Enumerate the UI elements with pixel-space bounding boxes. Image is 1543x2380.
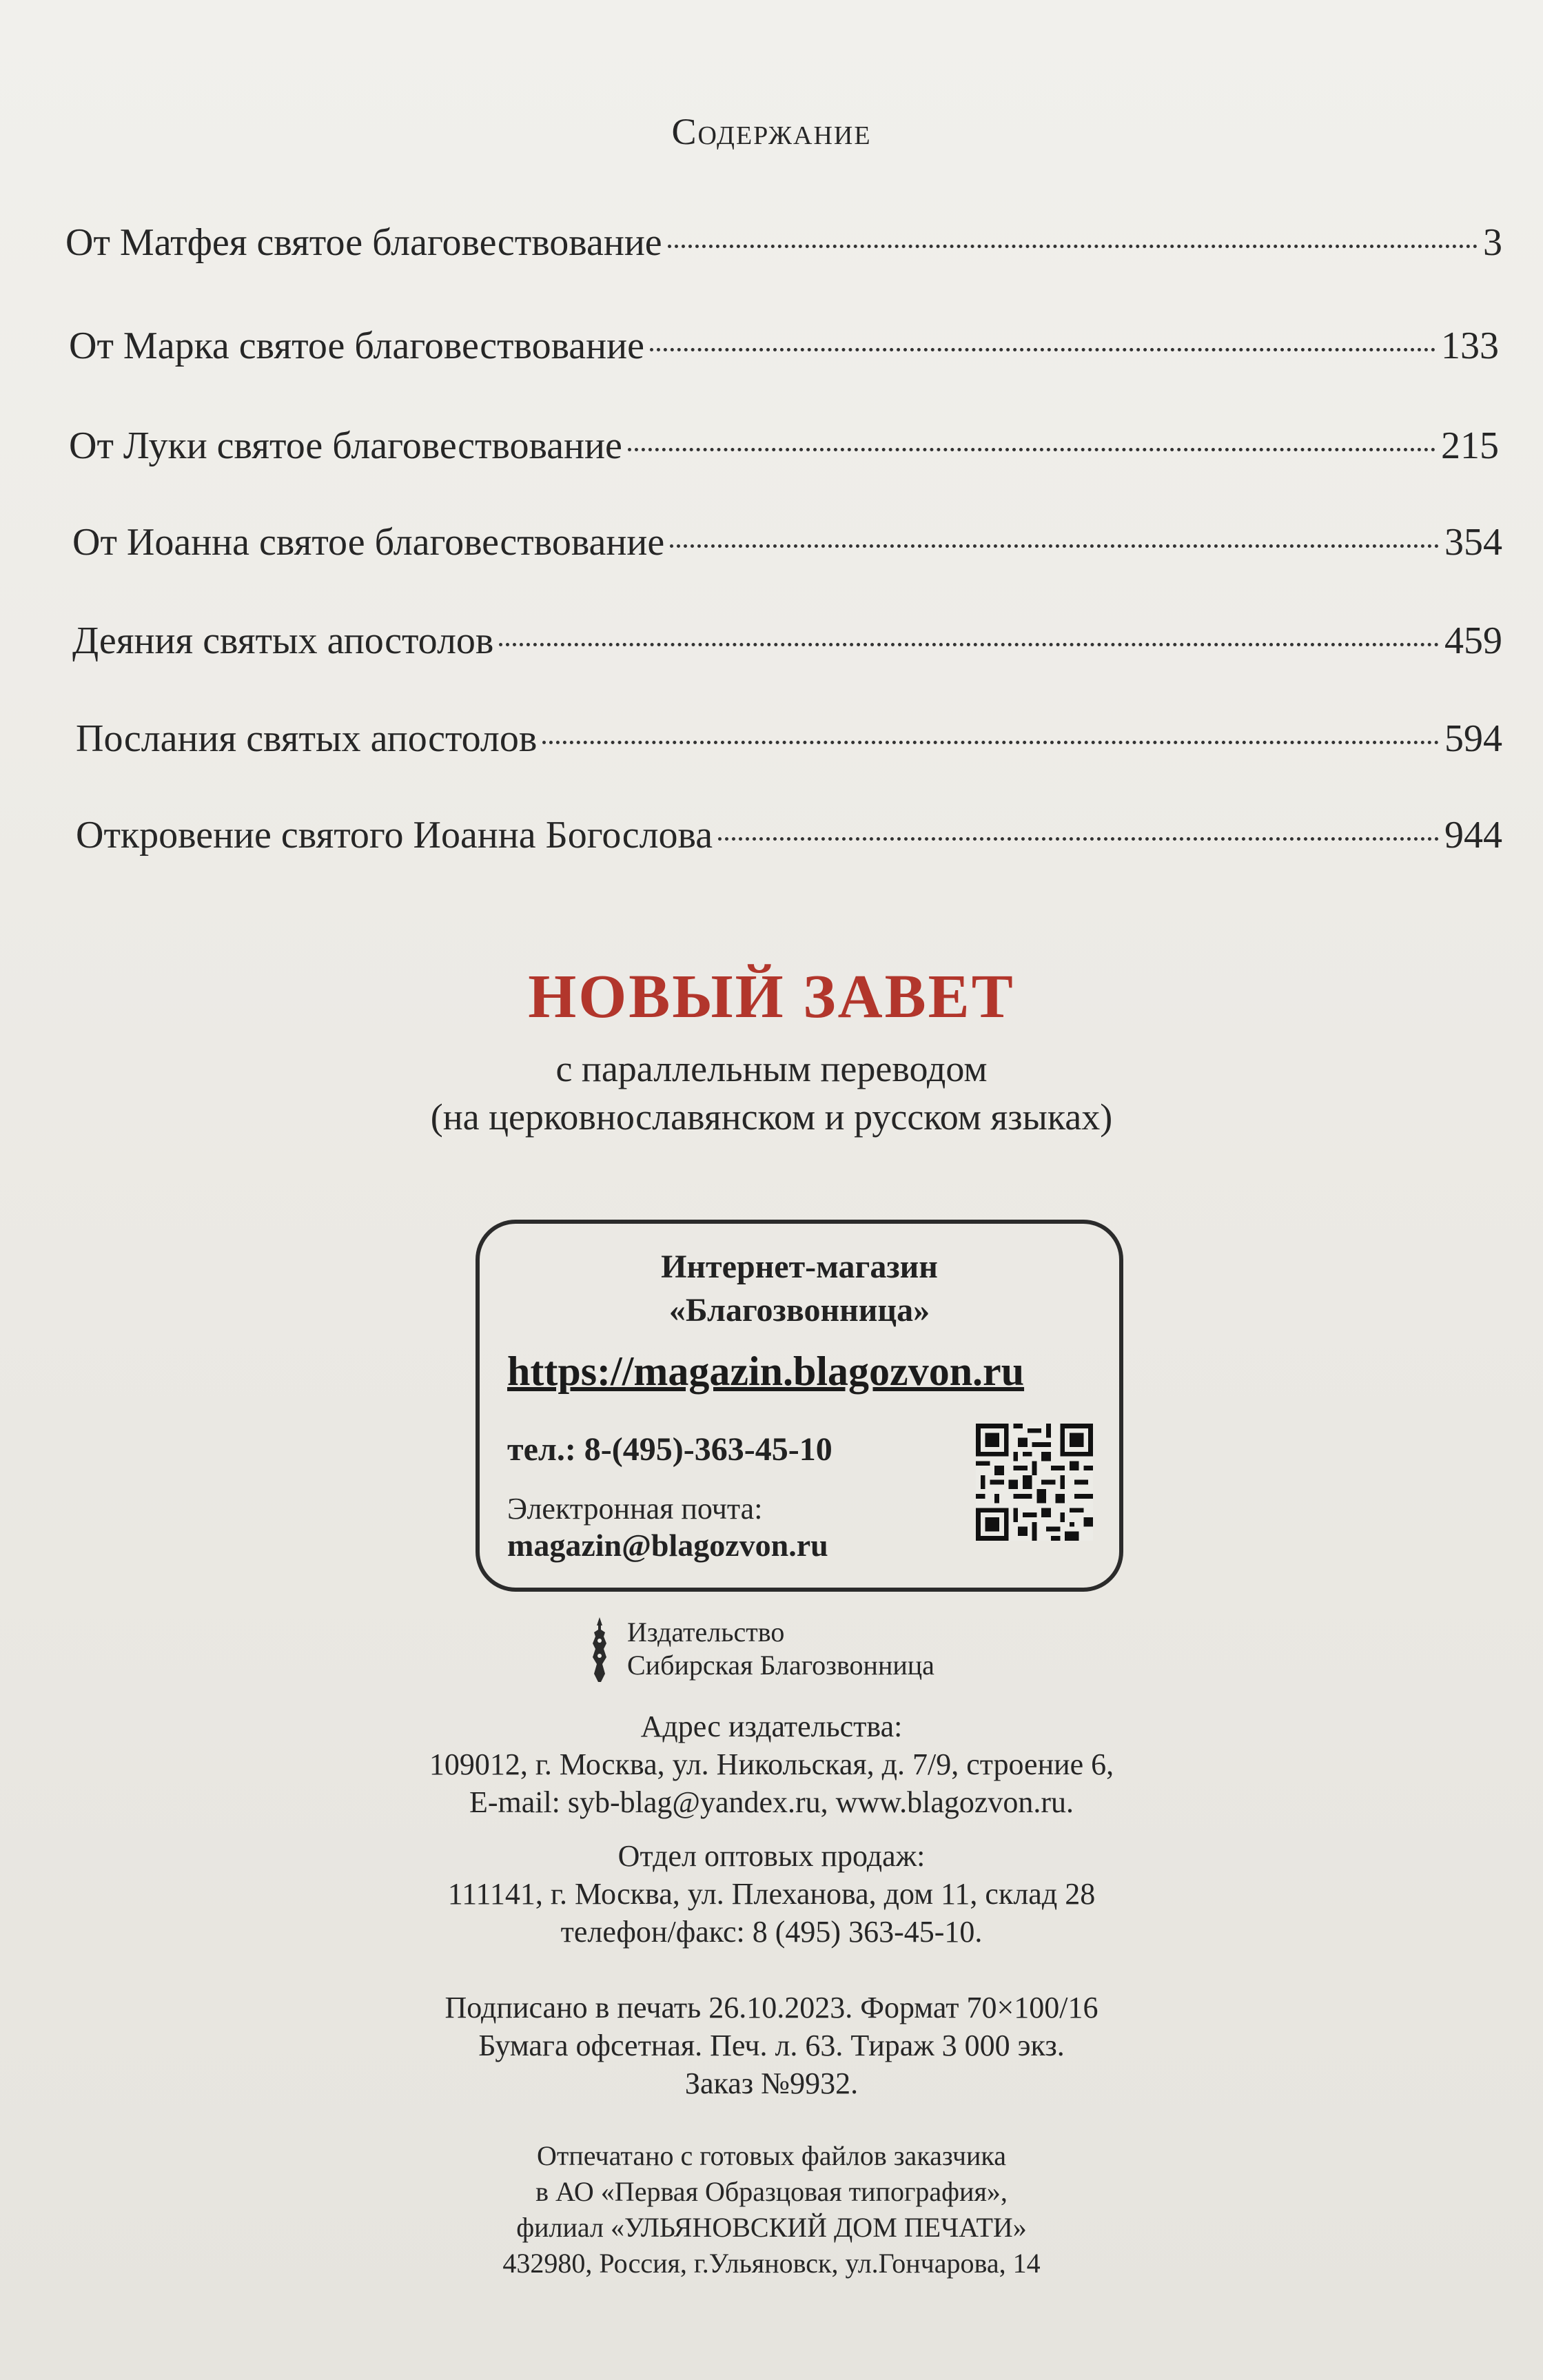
toc-entry-page: 215 <box>1441 424 1499 467</box>
toc-entry <box>76 813 1502 857</box>
printer-line-1: Отпечатано с готовых файлов заказчика <box>536 2140 1006 2171</box>
shop-title-line-2: «Благозвонница» <box>668 1292 930 1329</box>
toc-entry-page: 354 <box>1444 521 1502 564</box>
toc-entry-page: 944 <box>1444 814 1502 856</box>
toc-entry-title: От Луки святое благовествование <box>69 424 622 467</box>
printer-line-4: 432980, Россия, г.Ульяновск, ул.Гончарова, 14 <box>502 2248 1041 2279</box>
book-subtitle-line-1: с параллельным переводом <box>555 1048 988 1089</box>
shop-email-label: Электронная почта: <box>507 1492 763 1526</box>
printer-line-2: в АО «Первая Образцовая типография», <box>535 2176 1008 2207</box>
book-subtitle-line-2: (на церковнославянском и русском языках) <box>430 1096 1113 1138</box>
online-shop-box <box>476 1220 1123 1592</box>
shop-email: magazin@blagozvon.ru <box>507 1528 828 1563</box>
book-title: НОВЫЙ ЗАВЕТ <box>528 963 1015 1031</box>
address-line-1: 109012, г. Москва, ул. Никольская, д. 7/9, строение 6, <box>429 1747 1114 1781</box>
print-info-line-3: Заказ №9932. <box>684 2066 859 2100</box>
toc-leader-dots <box>670 544 1439 548</box>
wholesale-line-2: телефон/факс: 8 (495) 363-45-10. <box>560 1915 983 1949</box>
toc-entry-page: 459 <box>1444 619 1502 662</box>
toc-leader-dots <box>650 348 1435 351</box>
toc-entry <box>72 520 1502 564</box>
wholesale-label: Отдел оптовых продаж: <box>617 1839 926 1873</box>
toc-entry <box>69 424 1499 468</box>
wholesale-line-1: 111141, г. Москва, ул. Плеханова, дом 11, склад 28 <box>447 1877 1096 1911</box>
toc-leader-dots <box>499 643 1439 646</box>
toc-leader-dots <box>542 741 1439 744</box>
address-line-2: E-mail: syb-blag@yandex.ru, www.blagozvon.ru. <box>469 1785 1074 1819</box>
shop-url-link[interactable]: https://magazin.blagozvon.ru <box>507 1348 1025 1394</box>
shop-phone: тел.: 8-(495)-363-45-10 <box>507 1431 832 1468</box>
publisher-line-2: Сибирская Благозвонница <box>627 1650 934 1681</box>
address-label: Адрес издательства: <box>640 1710 903 1743</box>
toc-entry <box>69 324 1499 368</box>
toc-entry <box>72 619 1502 663</box>
toc-entry-title: От Марка святое благовествование <box>69 325 644 367</box>
toc-entry-title: Откровение святого Иоанна Богослова <box>76 814 713 856</box>
toc-heading: Содержание <box>671 111 872 152</box>
toc-entry <box>65 220 1502 265</box>
toc-entry-title: От Матфея святое благовествование <box>65 221 662 264</box>
toc-entry-page: 133 <box>1441 325 1499 367</box>
printer-line-3: филиал «УЛЬЯНОВСКИЙ ДОМ ПЕЧАТИ» <box>516 2212 1027 2243</box>
toc-entry-title: Деяния святых апостолов <box>72 619 494 662</box>
toc-entry-page: 3 <box>1483 221 1502 264</box>
toc-leader-dots <box>668 245 1478 248</box>
shop-title-line-1: Интернет-магазин <box>661 1249 938 1285</box>
toc-leader-dots <box>628 448 1435 451</box>
bell-tower-logo-icon <box>586 1616 613 1685</box>
toc-entry-title: От Иоанна святое благовествование <box>72 521 665 564</box>
toc-entry-page: 594 <box>1444 717 1502 760</box>
qr-code-icon <box>976 1424 1093 1541</box>
publisher-line-1: Издательство <box>627 1617 785 1648</box>
print-info-line-2: Бумага офсетная. Печ. л. 63. Тираж 3 000 экз. <box>478 2029 1065 2062</box>
toc-leader-dots <box>718 837 1439 841</box>
toc-entry <box>76 717 1502 761</box>
print-info-line-1: Подписано в печать 26.10.2023. Формат 70×100/16 <box>444 1991 1099 2024</box>
toc-entry-title: Послания святых апостолов <box>76 717 538 760</box>
